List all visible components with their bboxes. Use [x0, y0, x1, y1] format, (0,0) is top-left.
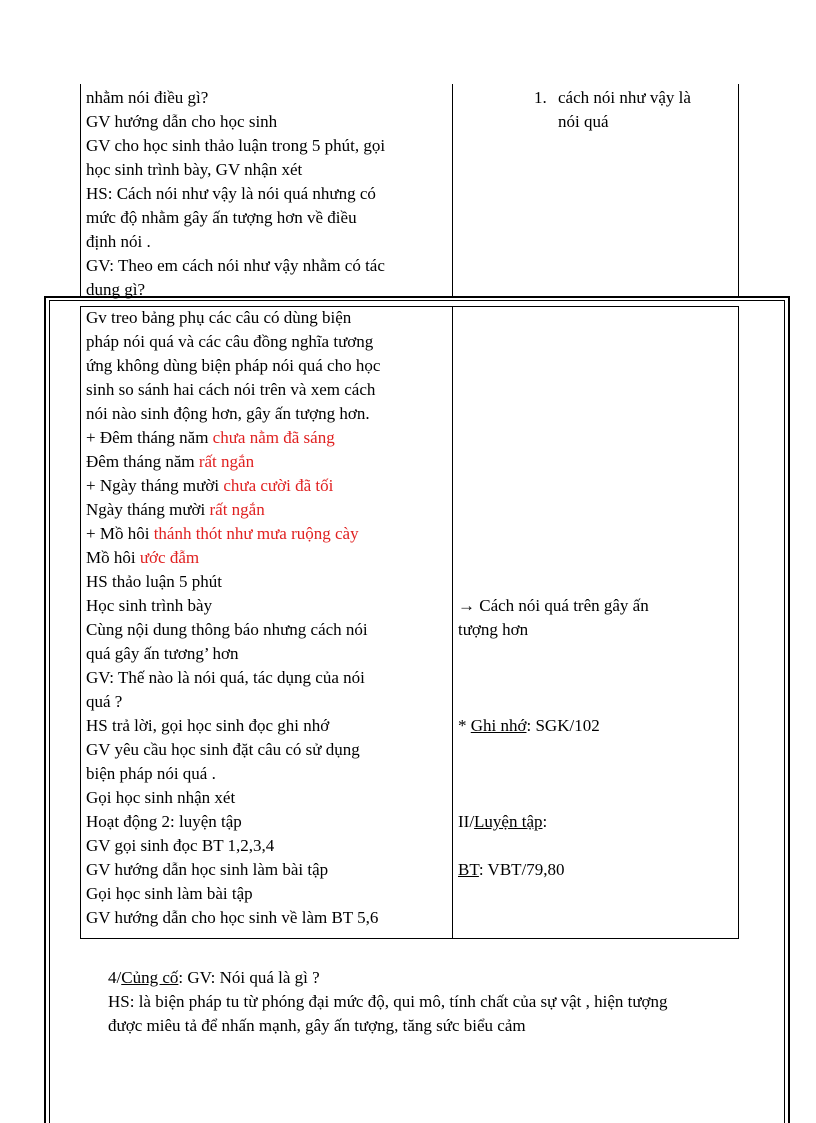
- example-line: [86, 474, 450, 498]
- text-line: mức độ nhằm gây ấn tượng hơn về điều: [86, 208, 357, 227]
- text-line: định nói .: [86, 232, 151, 251]
- example-highlight: chưa nằm đã sáng: [212, 428, 335, 447]
- bt-line: [458, 858, 565, 882]
- text-line: Gọi học sinh làm bài tập: [86, 884, 253, 903]
- cung-co-section: [108, 966, 784, 1038]
- text-line: GV hướng dẫn học sinh làm bài tập: [86, 860, 329, 879]
- main-table-right-border: [738, 306, 739, 939]
- text-line: Gọi học sinh nhận xét: [86, 788, 236, 807]
- page-border-right-inner: [784, 300, 785, 1123]
- text-line: Cùng nội dung thông báo nhưng cách nói: [86, 620, 368, 639]
- conclusion-line: tượng hơn: [458, 620, 529, 639]
- example-plain: Đêm tháng năm: [86, 452, 199, 471]
- ghi-nho-line: [458, 714, 600, 738]
- example-plain: Ngày tháng mười: [86, 500, 210, 519]
- top-table-middle-border: [452, 84, 453, 296]
- text-line: GV gọi sinh đọc BT 1,2,3,4: [86, 836, 275, 855]
- main-table-middle-border: [452, 306, 453, 939]
- ghi-nho-prefix: *: [458, 716, 471, 735]
- example-highlight: thánh thót như mưa ruộng cày: [153, 524, 359, 543]
- example-line: [86, 426, 450, 450]
- text-line: học sinh trình bày, GV nhận xét: [86, 160, 303, 179]
- example-line: [86, 450, 450, 474]
- text-line: GV hướng dẫn cho học sinh: [86, 112, 278, 131]
- text-line: HS thảo luận 5 phút: [86, 572, 222, 591]
- list-item: [534, 86, 734, 110]
- main-table-left-cell: [86, 306, 450, 930]
- text-line: GV: Theo em cách nói như vậy nhằm có tác: [86, 256, 385, 275]
- cung-co-label: Củng cố: [121, 968, 179, 987]
- text-line: dụng gì?: [86, 280, 146, 299]
- page-border-right: [788, 296, 790, 1123]
- text-line: Hoạt động 2: luyện tập: [86, 812, 242, 831]
- bt-label: BT: [458, 860, 479, 879]
- text-line: biện pháp nói quá .: [86, 764, 216, 783]
- example-highlight: chưa cười đã tối: [223, 476, 334, 495]
- practice-heading: [458, 810, 547, 834]
- text-line: sinh so sánh hai cách nói trên và xem cách: [86, 380, 376, 399]
- practice-prefix: II/: [458, 812, 475, 831]
- text-line: pháp nói quá và các câu đồng nghĩa tương: [86, 332, 374, 351]
- cung-co-question-text: : GV: Nói quá là gì ?: [178, 968, 320, 987]
- text-line: quá ?: [86, 692, 123, 711]
- example-highlight: ước đẫm: [139, 548, 200, 567]
- example-highlight: rất ngắn: [209, 500, 265, 519]
- top-table-right-border: [738, 84, 739, 296]
- text-line: HS trả lời, gọi học sinh đọc ghi nhớ: [86, 716, 330, 735]
- text-line: GV yêu cầu học sinh đặt câu có sử dụng: [86, 740, 360, 759]
- page-border-left: [44, 296, 46, 1123]
- main-table-bottom-border: [80, 938, 739, 939]
- arrow-right-icon: →: [458, 596, 475, 615]
- example-line: [86, 522, 450, 546]
- list-number: 1.: [534, 88, 547, 107]
- page-border-left-inner: [49, 300, 50, 1123]
- text-line: Học sinh trình bày: [86, 596, 213, 615]
- text-line: GV: Thế nào là nói quá, tác dụng của nói: [86, 668, 365, 687]
- text-line: GV cho học sinh thảo luận trong 5 phút, gọi: [86, 136, 386, 155]
- list-text: cách nói như vậy là: [558, 88, 691, 107]
- conclusion-line: [458, 594, 649, 618]
- cung-co-number: 4/: [108, 968, 122, 987]
- bt-value: : VBT/79,80: [478, 860, 565, 879]
- example-line: [86, 546, 450, 570]
- example-plain: + Đêm tháng năm: [86, 428, 213, 447]
- cung-co-answer: HS: là biện pháp tu từ phóng đại mức độ, qui mô, tính chất của sự vật , hiện tượng: [108, 992, 668, 1011]
- text-line: nhằm nói điều gì?: [86, 88, 209, 107]
- text-line: ứng không dùng biện pháp nói quá cho học: [86, 356, 381, 375]
- text-line: Gv treo bảng phụ các câu có dùng biện: [86, 308, 352, 327]
- example-plain: + Ngày tháng mười: [86, 476, 224, 495]
- top-table-right-cell: [534, 86, 734, 134]
- ghi-nho-label: Ghi nhớ: [470, 716, 527, 735]
- example-plain: + Mồ hôi: [86, 524, 154, 543]
- example-highlight: rất ngắn: [198, 452, 255, 471]
- practice-suffix: :: [542, 812, 548, 831]
- top-table-left-border: [80, 84, 81, 296]
- conclusion-text: Cách nói quá trên gây ấn: [475, 596, 649, 615]
- text-line: HS: Cách nói như vậy là nói quá nhưng có: [86, 184, 376, 203]
- text-line: GV hướng dẫn cho học sinh về làm BT 5,6: [86, 908, 379, 927]
- list-item-continuation: nói quá: [558, 112, 609, 131]
- practice-label: Luyện tập: [474, 812, 543, 831]
- main-table-left-border: [80, 306, 81, 939]
- ghi-nho-value: : SGK/102: [526, 716, 600, 735]
- cung-co-answer: được miêu tả để nhấn mạnh, gây ấn tượng, tăng sức biểu cảm: [108, 1016, 526, 1035]
- cung-co-question: [108, 966, 784, 990]
- text-line: nói nào sinh động hơn, gây ấn tượng hơn.: [86, 404, 370, 423]
- text-line: quá gây ấn tương’ hơn: [86, 644, 239, 663]
- top-table-left-cell: [86, 86, 450, 302]
- example-line: [86, 498, 450, 522]
- example-plain: Mồ hôi: [86, 548, 140, 567]
